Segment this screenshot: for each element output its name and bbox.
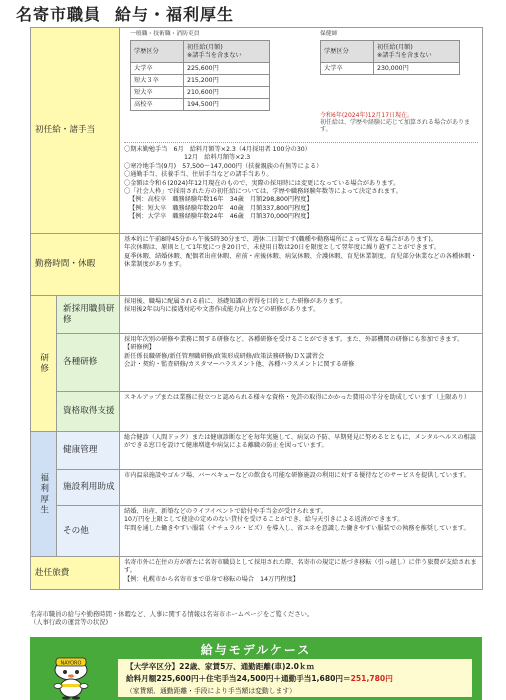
nurse-caption: 保健師 xyxy=(320,31,338,37)
table-row xyxy=(131,99,270,111)
welfare-item-facility: 施設利用助成 xyxy=(57,470,120,506)
model-details-box xyxy=(118,659,472,697)
welfare-item-other: その他 xyxy=(57,506,120,557)
salary-label: 初任給・諸手当 xyxy=(31,28,120,234)
training-various-content xyxy=(120,334,483,392)
training-label: 研修 xyxy=(31,296,57,432)
table-cell: 短大３卒 xyxy=(131,75,184,87)
footnote xyxy=(30,611,482,627)
table-cell: 大学卒 xyxy=(131,63,184,75)
training-qualification-content xyxy=(120,392,483,432)
table-cell: 225,600円 xyxy=(184,63,270,75)
allowance-example: 【例：短大卒 職務経験年数20年 40歳 月額337,800円程度】 xyxy=(129,204,313,212)
model-calculation xyxy=(126,673,393,684)
allowance-list xyxy=(124,142,478,222)
allowance-line: 〇通勤手当、扶養手当、住居手当などの諸手当あり。 xyxy=(124,171,273,179)
allowance-line: 〇金額は令和６(2024)年12月現在のもので、実際の採用時には変更になっている場合があります。 xyxy=(124,179,400,187)
table-header: 初任給(月額) ※諸手当を含まない xyxy=(184,41,270,63)
training-line: 新任係長職研修/新任管理職研修/政策形成研修/政策法務研修/ＤＸ講習会 xyxy=(124,352,325,360)
table-cell: 大学卒 xyxy=(321,63,374,75)
work-line: 夏季休暇、結婚休暇、配偶者出産休暇、産前・産後休暇、病気休暇、介護休暇、育児休業制度、育児部分休業などの各種休暇・休業制度があります。 xyxy=(124,252,477,269)
allowance-example: 【例：大学卒 職務経験年数24年 46歳 月額370,000円程度】 xyxy=(129,213,313,221)
allowance-line: 〇「社会人枠」で採用された方の初任給については、学歴や職務経験年数等によって決定されます。 xyxy=(124,188,402,196)
work-content xyxy=(120,234,483,296)
mascot-icon xyxy=(40,655,102,700)
table-row xyxy=(321,41,460,63)
allowance-example: 【例：高校卒 職務経験年数16年 34歳 月額298,800円程度】 xyxy=(129,196,313,204)
footnote-line: （人事行政の運営等の状況) xyxy=(30,619,109,626)
work-label: 勤務時間・休暇 xyxy=(31,234,120,296)
table-header: 初任給(月額) ※諸手当を含まない xyxy=(374,41,460,63)
table-header: 学歴区分 xyxy=(321,41,374,63)
work-line: 基本的に午前8時45分から午後5時30分まで、週休二日制です(職種や勤務場所によって異なる場合があります)。 xyxy=(124,236,437,243)
table-row xyxy=(321,63,460,75)
training-line: 採用年次別の研修や業務に関する研修など、各種研修を受けることができます。また、外部機関の研修にも参加できます。 xyxy=(124,336,464,343)
welfare-label: 福利厚生 xyxy=(31,432,57,557)
salary-model-panel xyxy=(30,637,482,700)
allowance-line: 〇寒冷地手当(9月) 57,500～147,000円（扶養親族の有無等による） xyxy=(124,162,323,170)
welfare-facility-content xyxy=(120,470,483,506)
model-condition: 【大学卒区分】22歳、家賃5万、通勤距離(車)2.0ｋｍ xyxy=(126,662,315,671)
welfare-other-content xyxy=(120,506,483,557)
salary-date-note: 令和6年(2024年)12月17日現在。 xyxy=(320,112,414,119)
salary-experience-note: 初任給は、学歴や経験に応じて加算される場合があります。 xyxy=(320,119,471,134)
model-note: （家賃額、通勤距離・手段により手当額は変動します） xyxy=(126,687,296,695)
training-line: 【研修例】 xyxy=(124,344,155,352)
page-title-topic: 給与・福利厚生 xyxy=(115,5,235,24)
general-caption: 一般職・技術職・消防吏員 xyxy=(130,31,200,37)
salary-content xyxy=(120,28,483,234)
training-item-qualification: 資格取得支援 xyxy=(57,392,120,432)
allowance-line: 12月 給料月額等×2.3 xyxy=(184,154,251,162)
nurse-salary-table xyxy=(320,40,460,75)
welfare-health-content xyxy=(120,432,483,470)
table-row xyxy=(131,75,270,87)
table-row xyxy=(131,41,270,63)
welfare-line: 結婚、出産、新築などのライフイベントで給付や手当金が受けられます。 xyxy=(124,508,327,515)
table-cell: 短大卒 xyxy=(131,87,184,99)
relocation-label: 赴任旅費 xyxy=(31,557,120,590)
work-line: 年次休暇は、原則として1年度につき20日で、未使用日数は20日を限度として翌年度に繰り越すことができます。 xyxy=(124,244,440,252)
training-item-various: 各種研修 xyxy=(57,334,120,392)
relocation-content xyxy=(120,557,483,590)
model-total-amount: 251,780円 xyxy=(350,674,393,683)
page-title-org: 名寄市職員 xyxy=(16,5,102,24)
relocation-line: 名寄市外に在住の方が新たに名寄市職員として採用された際、名寄市の規定に基づき移転（引っ越し）に伴う旅費が支給されます。 xyxy=(124,559,477,575)
welfare-line: 年間を通した働きやすい服装（ナチュラル・ビズ）を導入し、省エネを意識した働きやすい服装での執務を推奨しています。 xyxy=(124,524,470,532)
model-calc-formula: 給料月額225,600円＋住宅手当24,500円＋通勤手当1,680円＝ xyxy=(126,674,351,683)
welfare-line: 総合健診（人間ドック）または健康診断などを毎年実施して、病気の予防、早期発見に努めるとともに、メンタルヘルスの相談ができる窓口を設けて健康増進や病気による離職の防止を図っています。 xyxy=(124,434,476,450)
general-salary-table xyxy=(130,40,270,111)
training-line: 採用後2年以内に接遇対応や文書作成能力向上などの研修があります。 xyxy=(124,306,320,314)
footnote-line: 名寄市職員の給与や勤務時間・休暇など、人事に関する情報は名寄市ホームページをご覧ください。 xyxy=(30,611,314,618)
relocation-line: 【例：札幌市から名寄市まで単身で移転の場合 14万円程度】 xyxy=(124,575,299,583)
training-line: 会計・契約・監査研修/カスタマーハラスメント他、各種ハラスメントに関する研修 xyxy=(124,361,355,369)
table-row xyxy=(131,63,270,75)
training-line: 採用後、職場に配属される前に、基礎知識の習得を目的とした研修があります。 xyxy=(124,298,347,305)
welfare-line: 市内温泉施設やゴルフ場、バーベキューなどの飲食も可能な研修施設の利用に対する優待などのサービスを提供しています。 xyxy=(124,472,471,479)
table-cell: 高校卒 xyxy=(131,99,184,111)
table-cell: 210,600円 xyxy=(184,87,270,99)
table-row xyxy=(131,87,270,99)
mascot-cap-text: NAYORO xyxy=(60,660,82,667)
page-title xyxy=(16,2,234,25)
training-item-new-staff: 新採用職員研修 xyxy=(57,296,120,334)
welfare-item-health: 健康管理 xyxy=(57,432,120,470)
allowance-line: 〇期末勤勉手当 6月 給料月額等×2.3（4月採用者 100分の30） xyxy=(124,146,311,153)
table-cell: 230,000円 xyxy=(374,63,460,75)
table-cell: 215,200円 xyxy=(184,75,270,87)
training-new-staff-content xyxy=(120,296,483,334)
info-table xyxy=(30,27,483,590)
welfare-line: 10万円を上限として使途の定めのない貸付を受けることができ、給与天引きによる返済ができます。 xyxy=(124,516,404,524)
model-title: 給与モデルケース xyxy=(200,643,312,657)
table-header: 学歴区分 xyxy=(131,41,184,63)
training-line: スキルアップまたは業務に役立つと認められる様々な資格・免許の取得にかかった費用の半分を助成しています（上限あり） xyxy=(124,394,471,401)
table-cell: 194,500円 xyxy=(184,99,270,111)
